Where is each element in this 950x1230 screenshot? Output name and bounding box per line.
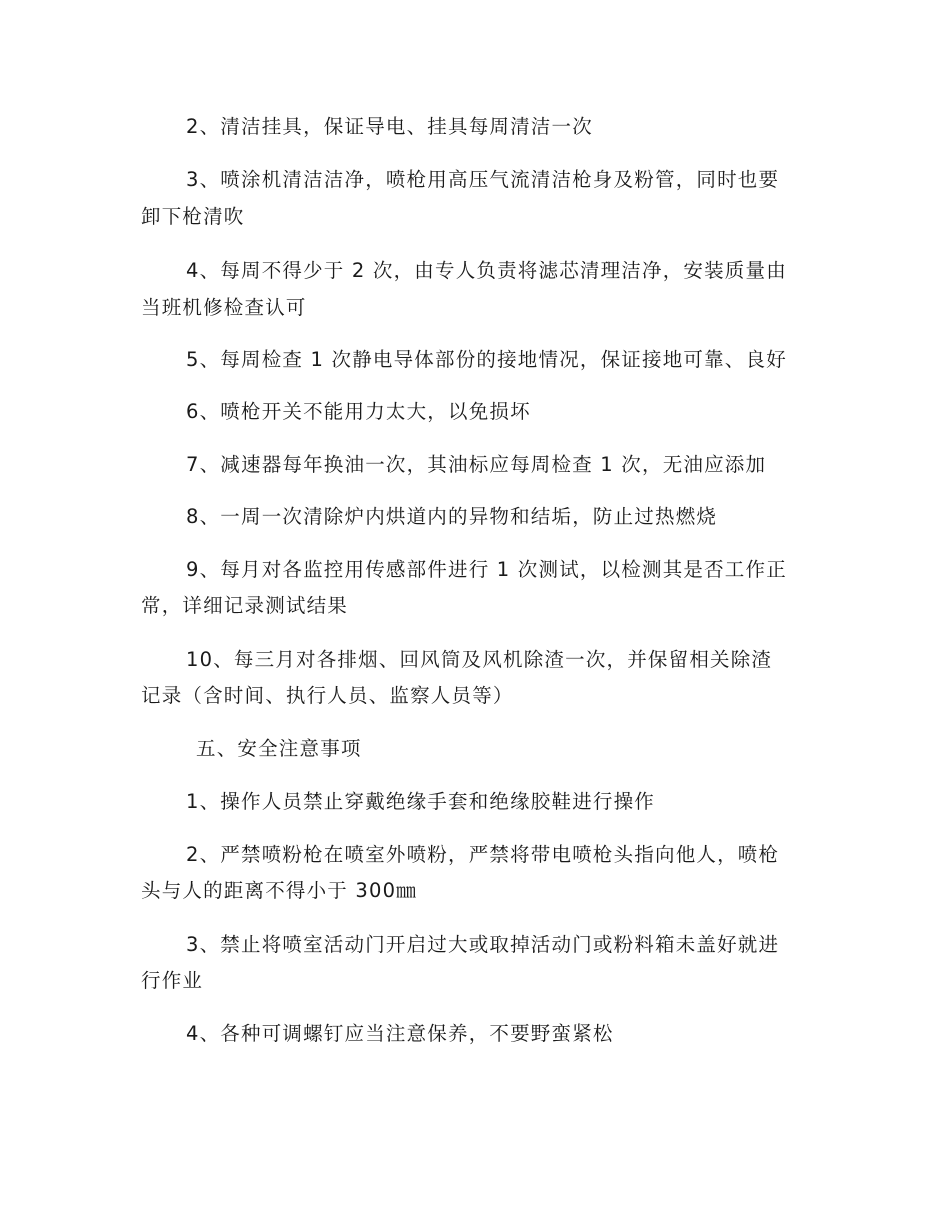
maintenance-item-9: 9、每月对各监控用传感部件进行 1 次测试，以检测其是否工作正: [186, 558, 787, 581]
section-heading-safety: 五、安全注意事项: [196, 737, 362, 760]
safety-item-3: 3、禁止将喷室活动门开启过大或取掉活动门或粉料箱未盖好就进: [186, 933, 780, 956]
maintenance-item-2: 2、清洁挂具，保证导电、挂具每周清洁一次: [186, 115, 593, 138]
maintenance-item-10-cont: 记录（含时间、执行人员、监察人员等）: [141, 684, 514, 707]
maintenance-item-3: 3、喷涂机清洁洁净，喷枪用高压气流清洁枪身及粉管，同时也要: [186, 168, 780, 191]
maintenance-item-3-cont: 卸下枪清吹: [141, 205, 245, 228]
safety-item-1: 1、操作人员禁止穿戴绝缘手套和绝缘胶鞋进行操作: [186, 790, 656, 813]
maintenance-item-7: 7、减速器每年换油一次，其油标应每周检查 1 次，无油应添加: [186, 453, 767, 476]
maintenance-item-4-cont: 当班机修检查认可: [141, 296, 307, 319]
maintenance-item-6: 6、喷枪开关不能用力太大，以免损坏: [186, 400, 531, 423]
safety-item-4: 4、各种可调螺钉应当注意保养，不要野蛮紧松: [186, 1022, 614, 1045]
safety-item-3-cont: 行作业: [141, 969, 204, 992]
safety-item-2-cont: 头与人的距离不得小于 300㎜: [141, 879, 417, 902]
maintenance-item-10: 10、每三月对各排烟、回风筒及风机除渣一次，并保留相关除渣: [186, 648, 773, 671]
maintenance-item-5: 5、每周检查 1 次静电导体部份的接地情况，保证接地可靠、良好: [186, 348, 787, 371]
safety-item-2: 2、严禁喷粉枪在喷室外喷粉，严禁将带电喷枪头指向他人，喷枪: [186, 843, 780, 866]
maintenance-item-4: 4、每周不得少于 2 次，由专人负责将滤芯清理洁净，安装质量由: [186, 259, 787, 282]
maintenance-item-9-cont: 常，详细记录测试结果: [141, 594, 349, 617]
maintenance-item-8: 8、一周一次清除炉内烘道内的异物和结垢，防止过热燃烧: [186, 505, 718, 528]
